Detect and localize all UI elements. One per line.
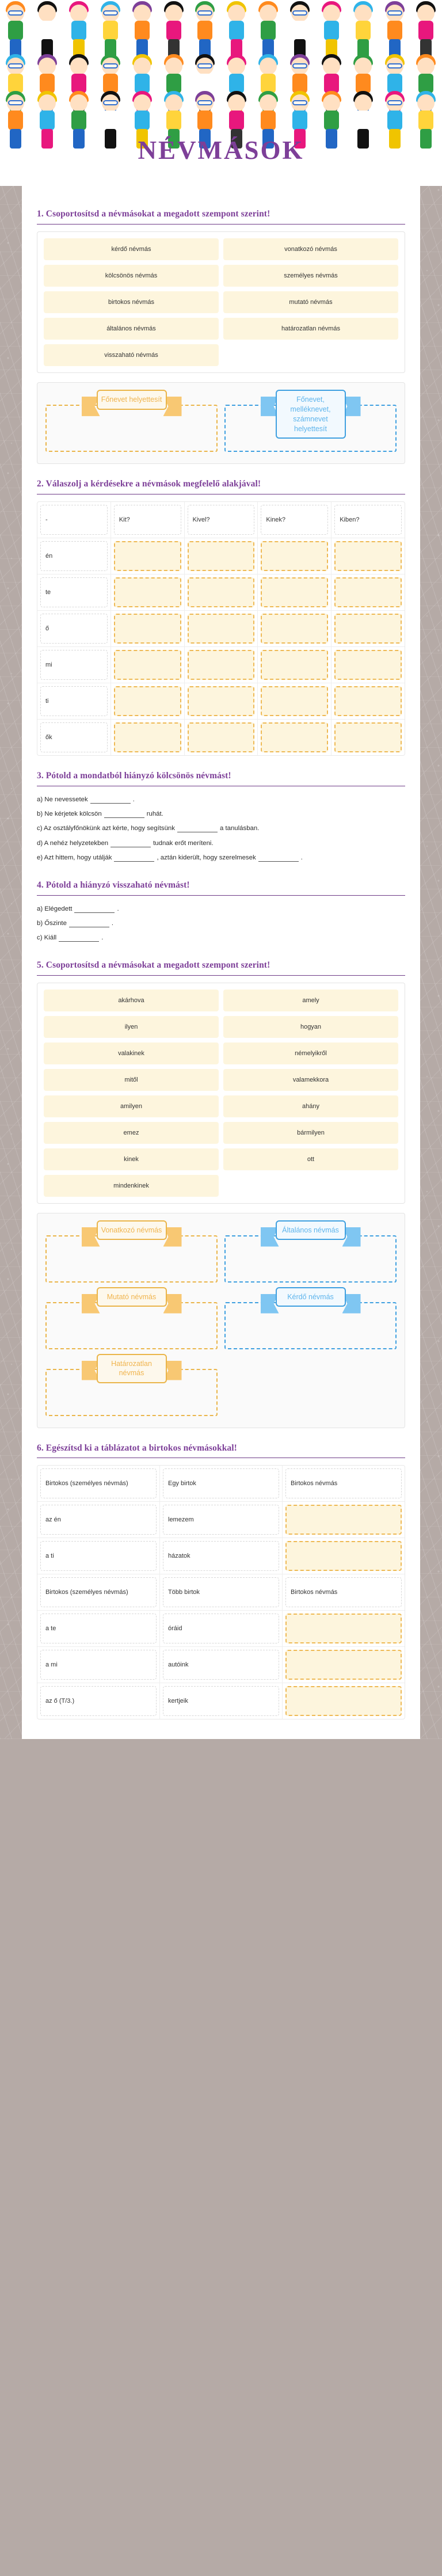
answer-cell — [185, 611, 258, 646]
word-chip-cell — [41, 262, 221, 289]
sentence-text: A nehéz helyzetekben — [44, 839, 109, 847]
word-chip-cell — [221, 987, 401, 1014]
cell-label: a mi — [40, 1650, 157, 1680]
answer-input-box[interactable] — [114, 722, 181, 752]
table-row — [37, 647, 405, 683]
answer-blank[interactable] — [74, 905, 115, 913]
answer-input-box[interactable] — [261, 577, 328, 607]
dropzone-area[interactable] — [224, 1302, 397, 1349]
answer-cell — [332, 720, 405, 755]
sentence-label: c) — [37, 825, 44, 832]
ribbon-label-text: Vonatkozó névmás — [97, 1220, 167, 1241]
draggable-word-chip[interactable]: mitől — [44, 1069, 219, 1091]
fill-in-sentence — [37, 822, 405, 835]
row-label-cell — [37, 647, 111, 683]
answer-cell — [111, 611, 185, 646]
fill-in-sentence — [37, 931, 405, 945]
draggable-word-chip[interactable]: amely — [223, 990, 398, 1011]
word-chip-cell — [41, 1067, 221, 1093]
cell-label: kertjeik — [163, 1686, 279, 1716]
answer-cell — [283, 1611, 405, 1646]
table-cell — [160, 1502, 283, 1538]
answer-cell — [283, 1647, 405, 1683]
table-cell — [283, 1574, 405, 1610]
sentence-label: b) — [37, 811, 45, 818]
draggable-word-chip[interactable]: bármilyen — [223, 1122, 398, 1144]
answer-input-box[interactable] — [285, 1614, 402, 1643]
exercise-2-title: 2. Válaszolj a kérdésekre a névmások megfelelő alakjával! — [37, 478, 261, 489]
answer-input-box[interactable] — [285, 1505, 402, 1535]
row-label: ő — [40, 614, 108, 644]
word-chip-cell — [41, 1120, 221, 1146]
sentence-label: e) — [37, 854, 44, 862]
dropzone-cell — [221, 1219, 400, 1286]
word-chip-cell — [41, 1173, 221, 1199]
exercise-4-sentence-list — [37, 903, 405, 945]
word-chip-cell — [41, 315, 221, 342]
answer-cell — [111, 574, 185, 610]
table-cell — [37, 1611, 160, 1646]
answer-cell — [185, 538, 258, 574]
word-chip-cell — [221, 1014, 401, 1040]
word-chip-cell — [41, 289, 221, 315]
answer-cell — [258, 720, 332, 755]
answer-cell — [185, 720, 258, 755]
ribbon-label-text: Mutató névmás — [97, 1287, 167, 1307]
category-ribbon-label — [97, 1287, 167, 1307]
sentence-text: Ne nevessetek — [44, 796, 88, 803]
exercise-6-title: 6. Egészítsd ki a táblázatot a birtokos névmásokkal! — [37, 1443, 237, 1453]
answer-input-box[interactable] — [188, 722, 255, 752]
category-ribbon-label — [97, 1220, 167, 1241]
sentence-text: . — [132, 796, 135, 803]
word-chip-cell — [221, 1093, 401, 1120]
dropzone-cell — [42, 1353, 221, 1420]
dropzone-cell — [42, 1219, 221, 1286]
answer-input-box[interactable] — [334, 614, 402, 644]
sentence-label: a) — [37, 905, 45, 912]
row-label-cell — [37, 720, 111, 755]
cell-label: Több birtok — [163, 1577, 279, 1607]
answer-input-box[interactable] — [334, 577, 402, 607]
exercise-2-answer-grid — [37, 501, 405, 756]
header-label: Kit? — [114, 505, 181, 535]
ribbon-label-text: Általános névmás — [276, 1220, 346, 1241]
answer-blank[interactable] — [69, 920, 109, 927]
word-chip-cell — [221, 236, 401, 262]
draggable-word-chip[interactable]: hogyan — [223, 1016, 398, 1038]
word-chip-cell — [221, 315, 401, 342]
exercise-6-table — [37, 1465, 405, 1719]
answer-blank[interactable] — [258, 854, 299, 862]
answer-cell — [185, 647, 258, 683]
draggable-word-chip[interactable]: kölcsönös névmás — [44, 265, 219, 287]
answer-input-box[interactable] — [188, 686, 255, 716]
table-cell — [160, 1574, 283, 1610]
table-cell — [283, 1466, 405, 1501]
worksheet-content — [22, 186, 420, 1739]
answer-input-box[interactable] — [285, 1686, 402, 1716]
answer-cell — [185, 683, 258, 719]
cell-label: autóink — [163, 1650, 279, 1680]
draggable-word-chip[interactable]: visszaható névmás — [44, 344, 219, 366]
fill-in-sentence — [37, 837, 405, 850]
exercise-1-word-grid — [41, 236, 401, 368]
dropzone-cell — [221, 1286, 400, 1353]
draggable-word-chip[interactable]: kérdő névmás — [44, 238, 219, 260]
answer-input-box[interactable] — [285, 1650, 402, 1680]
exercise-1-title: 1. Csoportosítsd a névmásokat a megadott szempont szerint! — [37, 209, 270, 219]
draggable-word-chip[interactable]: amilyen — [44, 1095, 219, 1117]
answer-input-box[interactable] — [188, 650, 255, 680]
header-label: Kinek? — [261, 505, 328, 535]
word-chip-cell — [41, 342, 221, 368]
dropzone-area[interactable] — [45, 1302, 218, 1349]
draggable-word-chip[interactable]: határozatlan névmás — [223, 318, 398, 340]
draggable-word-chip[interactable]: ahány — [223, 1095, 398, 1117]
sentence-label: c) — [37, 934, 44, 942]
category-ribbon-label — [276, 1220, 346, 1241]
category-ribbon-label — [276, 1287, 346, 1307]
cell-label: Egy birtok — [163, 1468, 279, 1498]
answer-cell — [111, 683, 185, 719]
cell-label: Birtokos (személyes névmás) — [40, 1468, 157, 1498]
exercise-5-word-panel — [37, 983, 405, 1204]
sentence-text: ruhát. — [146, 811, 163, 818]
draggable-word-chip[interactable]: mutató névmás — [223, 291, 398, 313]
cell-label: az ő (T/3.) — [40, 1686, 157, 1716]
answer-cell — [283, 1502, 405, 1538]
sentence-text: Elégedett — [44, 905, 73, 912]
draggable-word-chip[interactable]: mindenkinek — [44, 1175, 219, 1197]
answer-cell — [185, 574, 258, 610]
answer-blank[interactable] — [110, 840, 151, 847]
answer-blank[interactable] — [90, 796, 131, 804]
exercise-5-title: 5. Csoportosítsd a névmásokat a megadott szempont szerint! — [37, 960, 270, 970]
table-header-cell — [258, 502, 332, 538]
answer-cell — [258, 611, 332, 646]
cell-label: lemezem — [163, 1505, 279, 1535]
table-cell — [160, 1466, 283, 1501]
ribbon-label-text: Kérdő névmás — [276, 1287, 346, 1307]
category-ribbon-label — [97, 1354, 167, 1384]
cell-label: házatok — [163, 1541, 279, 1571]
table-row — [37, 720, 405, 755]
table-row — [37, 1683, 405, 1719]
sentence-text: . — [300, 854, 303, 862]
table-row — [37, 1611, 405, 1647]
cell-label: Birtokos névmás — [285, 1468, 402, 1498]
exercise-4-divider — [37, 895, 405, 896]
cell-label: Birtokos (személyes névmás) — [40, 1577, 157, 1607]
table-row — [37, 574, 405, 611]
category-ribbon-label — [97, 390, 167, 410]
answer-input-box[interactable] — [334, 722, 402, 752]
answer-cell — [258, 574, 332, 610]
answer-cell — [283, 1683, 405, 1719]
word-chip-cell — [221, 1146, 401, 1173]
row-label: ti — [40, 686, 108, 716]
fill-in-sentence — [37, 917, 405, 930]
exercise-3-sentence-list — [37, 793, 405, 865]
table-header-row — [37, 1466, 405, 1502]
table-cell — [160, 1611, 283, 1646]
cell-label: Birtokos névmás — [285, 1577, 402, 1607]
word-chip-cell — [41, 1014, 221, 1040]
table-header-cell — [332, 502, 405, 538]
answer-blank[interactable] — [177, 825, 218, 832]
fill-in-sentence — [37, 808, 405, 821]
sentence-text: . — [111, 919, 114, 927]
table-header-cell — [111, 502, 185, 538]
draggable-word-chip[interactable]: valakinek — [44, 1042, 219, 1064]
draggable-word-chip[interactable]: valamekkora — [223, 1069, 398, 1091]
answer-input-box[interactable] — [285, 1541, 402, 1571]
table-header-cell — [185, 502, 258, 538]
exercise-1-dropzone-panel — [37, 382, 405, 464]
row-label-cell — [37, 611, 111, 646]
sentence-label: b) — [37, 919, 45, 927]
answer-blank[interactable] — [104, 811, 144, 818]
ribbon-label-text: Főnevet, melléknevet, számnevet helyettesít — [276, 390, 346, 439]
row-label: ők — [40, 722, 108, 752]
category-ribbon-label — [276, 390, 346, 439]
sentence-label: a) — [37, 796, 45, 803]
cell-label: óráid — [163, 1614, 279, 1643]
word-chip-cell — [221, 1067, 401, 1093]
dropzone-area[interactable] — [45, 405, 218, 452]
cell-label: a ti — [40, 1541, 157, 1571]
exercise-5-word-grid — [41, 987, 401, 1199]
page-title: NÉVMÁSOK — [138, 136, 304, 165]
exercise-1-word-panel — [37, 231, 405, 373]
table-row — [37, 683, 405, 720]
row-label: mi — [40, 650, 108, 680]
answer-input-box[interactable] — [188, 614, 255, 644]
table-cell — [160, 1647, 283, 1683]
draggable-word-chip[interactable]: némelyikről — [223, 1042, 398, 1064]
row-label-cell — [37, 683, 111, 719]
exercise-5-dropzone-panel — [37, 1213, 405, 1428]
answer-cell — [258, 683, 332, 719]
draggable-word-chip[interactable]: személyes névmás — [223, 265, 398, 287]
sentence-label: d) — [37, 839, 44, 847]
table-cell — [37, 1683, 160, 1719]
answer-input-box[interactable] — [188, 577, 255, 607]
answer-input-box[interactable] — [261, 541, 328, 571]
table-row — [37, 1502, 405, 1538]
answer-cell — [332, 611, 405, 646]
answer-cell — [332, 683, 405, 719]
answer-cell — [111, 647, 185, 683]
dropzone-area[interactable] — [45, 1235, 218, 1283]
answer-cell — [258, 647, 332, 683]
sentence-text: Őszinte — [44, 919, 67, 927]
sentence-text: a tanulásban. — [219, 825, 260, 832]
dropzone-cell — [42, 1286, 221, 1353]
table-cell — [37, 1647, 160, 1683]
header-label: Kiben? — [334, 505, 402, 535]
word-chip-cell — [221, 1120, 401, 1146]
table-cell — [37, 1574, 160, 1610]
word-chip-cell — [221, 1040, 401, 1067]
header-banner — [0, 0, 442, 186]
answer-cell — [332, 574, 405, 610]
answer-input-box[interactable] — [114, 650, 181, 680]
table-row — [37, 1647, 405, 1683]
exercise-4-title: 4. Pótold a hiányzó visszaható névmást! — [37, 880, 190, 890]
table-cell — [37, 1466, 160, 1501]
answer-blank[interactable] — [114, 854, 154, 862]
fill-in-sentence — [37, 793, 405, 806]
answer-input-box[interactable] — [334, 650, 402, 680]
draggable-word-chip[interactable]: akárhova — [44, 990, 219, 1011]
sentence-text: . — [117, 905, 119, 912]
header-label: - — [40, 505, 108, 535]
answer-input-box[interactable] — [261, 722, 328, 752]
word-chip-cell — [221, 289, 401, 315]
exercise-5-divider — [37, 975, 405, 976]
table-cell — [37, 1538, 160, 1574]
draggable-word-chip[interactable]: ilyen — [44, 1016, 219, 1038]
row-label: te — [40, 577, 108, 607]
answer-input-box[interactable] — [334, 541, 402, 571]
dropzone-cell — [221, 389, 400, 455]
answer-cell — [111, 720, 185, 755]
header-label: Kivel? — [188, 505, 255, 535]
answer-cell — [332, 538, 405, 574]
sentence-text: tudnak erőt meríteni. — [153, 839, 214, 847]
table-row — [37, 1538, 405, 1574]
answer-input-box[interactable] — [188, 541, 255, 571]
table-cell — [37, 1502, 160, 1538]
word-chip-cell — [41, 1093, 221, 1120]
word-chip-cell — [41, 1146, 221, 1173]
ribbon-label-text: Határozatlan névmás — [97, 1354, 167, 1384]
sentence-text: Ne kérjetek kölcsön — [44, 811, 102, 818]
answer-input-box[interactable] — [114, 577, 181, 607]
table-header-cell — [37, 502, 111, 538]
table-header-row — [37, 1574, 405, 1611]
sentence-text: , aztán kiderült, hogy szerelmesek — [157, 854, 256, 862]
answer-input-box[interactable] — [114, 614, 181, 644]
table-cell — [160, 1683, 283, 1719]
fill-in-sentence — [37, 903, 405, 916]
draggable-word-chip[interactable]: kinek — [44, 1148, 219, 1170]
row-label-cell — [37, 538, 111, 574]
dropzone-area[interactable] — [224, 1235, 397, 1283]
answer-cell — [283, 1538, 405, 1574]
cell-label: a te — [40, 1614, 157, 1643]
table-cell — [160, 1538, 283, 1574]
answer-input-box[interactable] — [114, 541, 181, 571]
answer-cell — [111, 538, 185, 574]
table-header-row — [37, 502, 405, 538]
sentence-text: Az osztályfőnökünk azt kérte, hogy segítsünk — [44, 825, 175, 832]
answer-input-box[interactable] — [334, 686, 402, 716]
dropzone-cell — [42, 389, 221, 455]
answer-input-box[interactable] — [261, 614, 328, 644]
row-label-cell — [37, 574, 111, 610]
word-chip-cell — [41, 987, 221, 1014]
answer-blank[interactable] — [59, 934, 99, 942]
row-label: én — [40, 541, 108, 571]
table-row — [37, 611, 405, 647]
cell-label: az én — [40, 1505, 157, 1535]
draggable-word-chip[interactable]: ott — [223, 1148, 398, 1170]
answer-input-box[interactable] — [114, 686, 181, 716]
draggable-word-chip[interactable]: birtokos névmás — [44, 291, 219, 313]
answer-input-box[interactable] — [261, 650, 328, 680]
fill-in-sentence — [37, 851, 405, 865]
draggable-word-chip[interactable]: emez — [44, 1122, 219, 1144]
word-chip-cell — [41, 1040, 221, 1067]
sentence-text: Azt hittem, hogy utálják — [44, 854, 112, 862]
word-chip-cell — [41, 236, 221, 262]
draggable-word-chip[interactable]: általános névmás — [44, 318, 219, 340]
answer-cell — [332, 647, 405, 683]
answer-cell — [258, 538, 332, 574]
exercise-1-divider — [37, 224, 405, 225]
ribbon-label-text: Főnevet helyettesít — [97, 390, 167, 410]
answer-input-box[interactable] — [261, 686, 328, 716]
exercise-3-title: 3. Pótold a mondatból hiányzó kölcsönös névmást! — [37, 770, 231, 781]
sentence-text: Kiáll — [44, 934, 57, 942]
draggable-word-chip[interactable]: vonatkozó névmás — [223, 238, 398, 260]
table-row — [37, 538, 405, 574]
sentence-text: . — [101, 934, 104, 942]
word-chip-cell — [221, 262, 401, 289]
